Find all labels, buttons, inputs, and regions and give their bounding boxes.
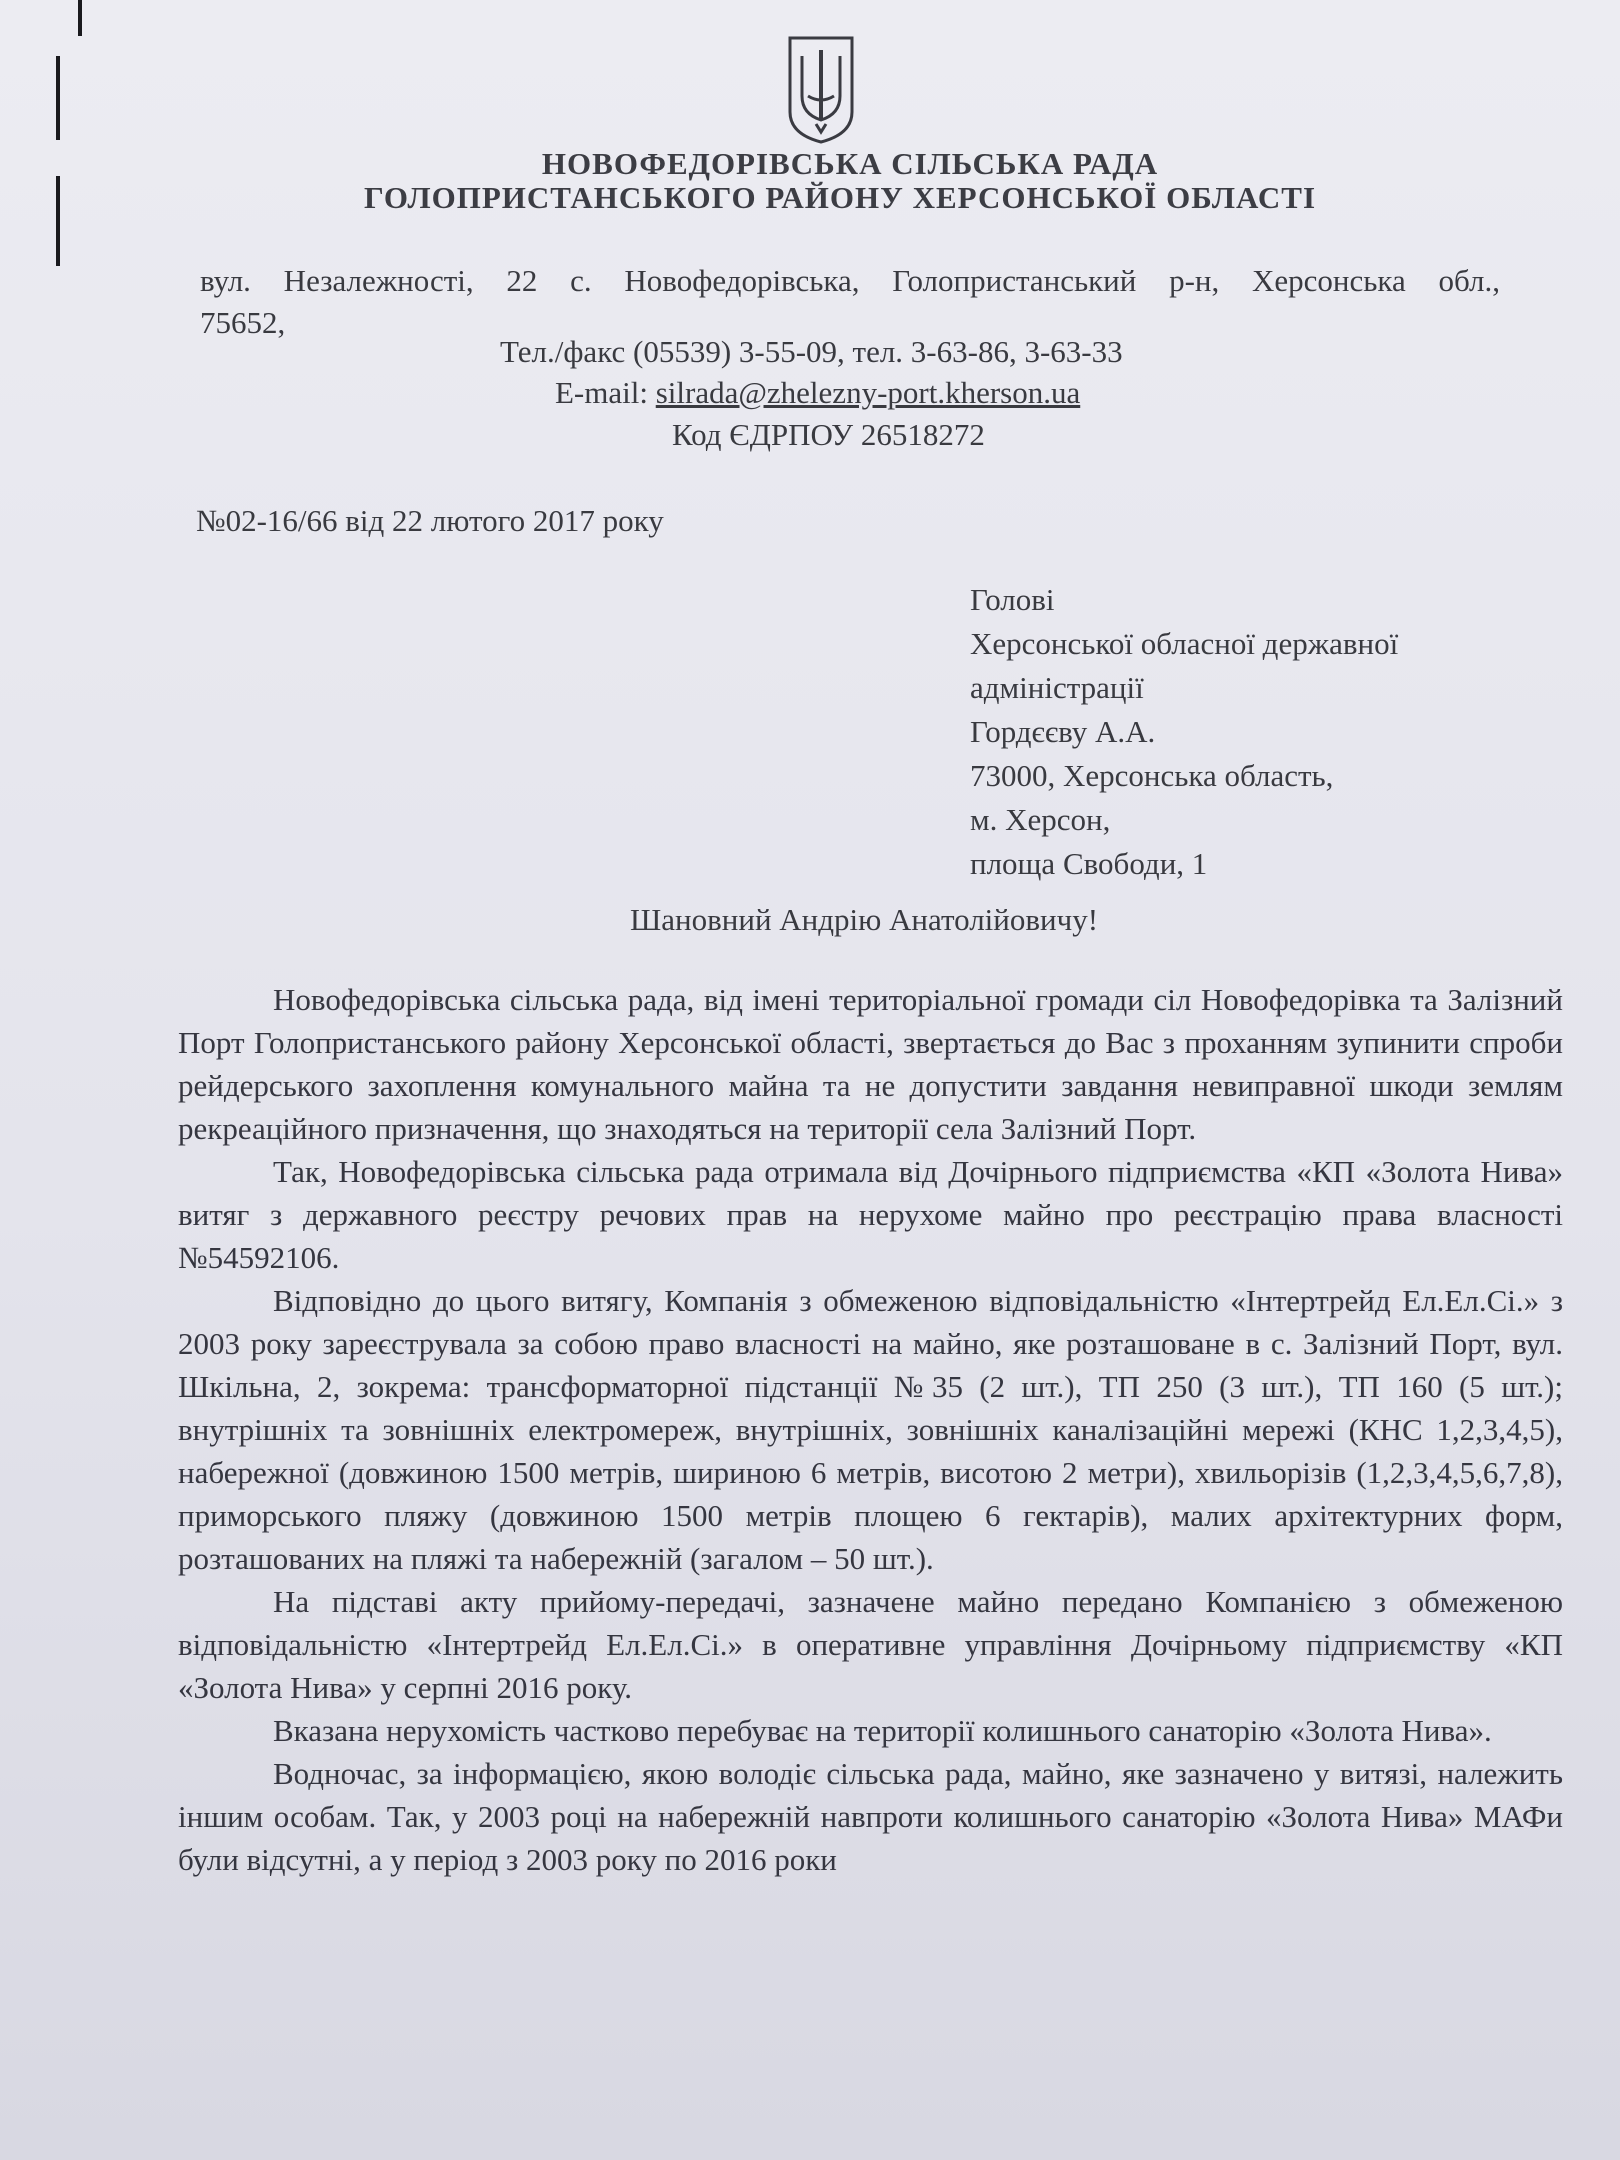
org-address-line1: вул. Незалежності, 22 с. Новофедорівська, Голопристанський р-н, Херсонська обл., [200,263,1500,298]
addressee-line: Гордєєву А.А. [970,714,1156,749]
org-name-line2: ГОЛОПРИСТАНСЬКОГО РАЙОНУ ХЕРСОНСЬКОЇ ОБЛАСТІ [363,180,1317,215]
body-paragraph: Новофедорівська сільська рада, від імені територіальної громади сіл Новофедорівка та Залізний Порт Голопристанського району Херсонської області, звертається до Вас з проханням зупинити спроби рейдерського захоплення комунального майна та не допустити завдання невиправної шкоди землям рекреаційного призначення, що знаходяться на території села Залізний Порт. [178,982,1563,1146]
binder-mark [78,0,82,36]
org-phone: Тел./факс (05539) 3-55-09, тел. 3-63-86, 3-63-33 [500,334,1123,369]
addressee-line: м. Херсон, [970,802,1111,837]
body-paragraph: Водночас, за інформацією, якою володіє сільська рада, майно, яке зазначено у витязі, належить іншим особам. Так, у 2003 році на набережній навпроти колишнього санаторію «Золота Нива» МАФи були відсутні, а у період з 2003 року по 2016 роки [178,1756,1563,1877]
email-label: E-mail: [555,375,648,410]
addressee-block [970,578,1398,886]
body-paragraph: Відповідно до цього витягу, Компанія з обмеженою відповідальністю «Інтертрейд Ел.Ел.Сі.» з 2003 року зареєструвала за собою право власності на майно, яке розташоване в с. Залізний Порт, вул. Шкільна, 2, зокрема: трансформаторної підстанції №35 (2 шт.), ТП 250 (3 шт.), ТП 160 (5 шт.); внутрішніх та зовнішніх електромереж, внутрішніх, зовнішніх каналізаційні мережі (КНС 1,2,3,4,5), набережної (довжиною 1500 метрів, шириною 6 метрів, висотою 2 метри), хвильорізів (1,2,3,4,5,6,7,8), приморського пляжу (довжиною 1500 метрів площею 6 гектарів), малих архітектурних форм, розташованих на пляжі та набережній (загалом – 50 шт.). [178,1283,1563,1576]
body-paragraph: На підставі акту прийому-передачі, зазначене майно передано Компанією з обмеженою відповідальністю «Інтертрейд Ел.Ел.Сі.» в оперативне управління Дочірньому підприємству «КП «Золота Нива» у серпні 2016 року. [178,1584,1563,1705]
letter-body [178,978,1563,1881]
org-email [555,372,1080,414]
trident-coat-of-arms-icon [786,34,856,144]
addressee-line: адміністрації [970,670,1144,705]
addressee-line: площа Свободи, 1 [970,846,1208,881]
org-name-line1: НОВОФЕДОРІВСЬКА СІЛЬСЬКА РАДА [541,146,1159,181]
binder-mark [56,56,60,140]
addressee-line: Голові [970,582,1055,617]
addressee-line: 73000, Херсонська область, [970,758,1334,793]
body-paragraph: Так, Новофедорівська сільська рада отримала від Дочірнього підприємства «КП «Золота Нива» витяг з державного реєстру речових прав на нерухоме майно про реєстрацію права власності №54592106. [178,1154,1563,1275]
outgoing-number: №02-16/66 від 22 лютого 2017 року [196,503,664,538]
email-link[interactable]: silrada@zhelezny-port.kherson.ua [655,375,1081,410]
org-address-line2: 75652, [200,305,286,340]
org-edrpou-code: Код ЄДРПОУ 26518272 [672,417,985,452]
addressee-line: Херсонської обласної державної [970,626,1399,661]
greeting: Шановний Андрію Анатолійовичу! [630,902,1099,937]
body-paragraph: Вказана нерухомість частково перебуває на території колишнього санаторію «Золота Нива». [273,1713,1492,1748]
